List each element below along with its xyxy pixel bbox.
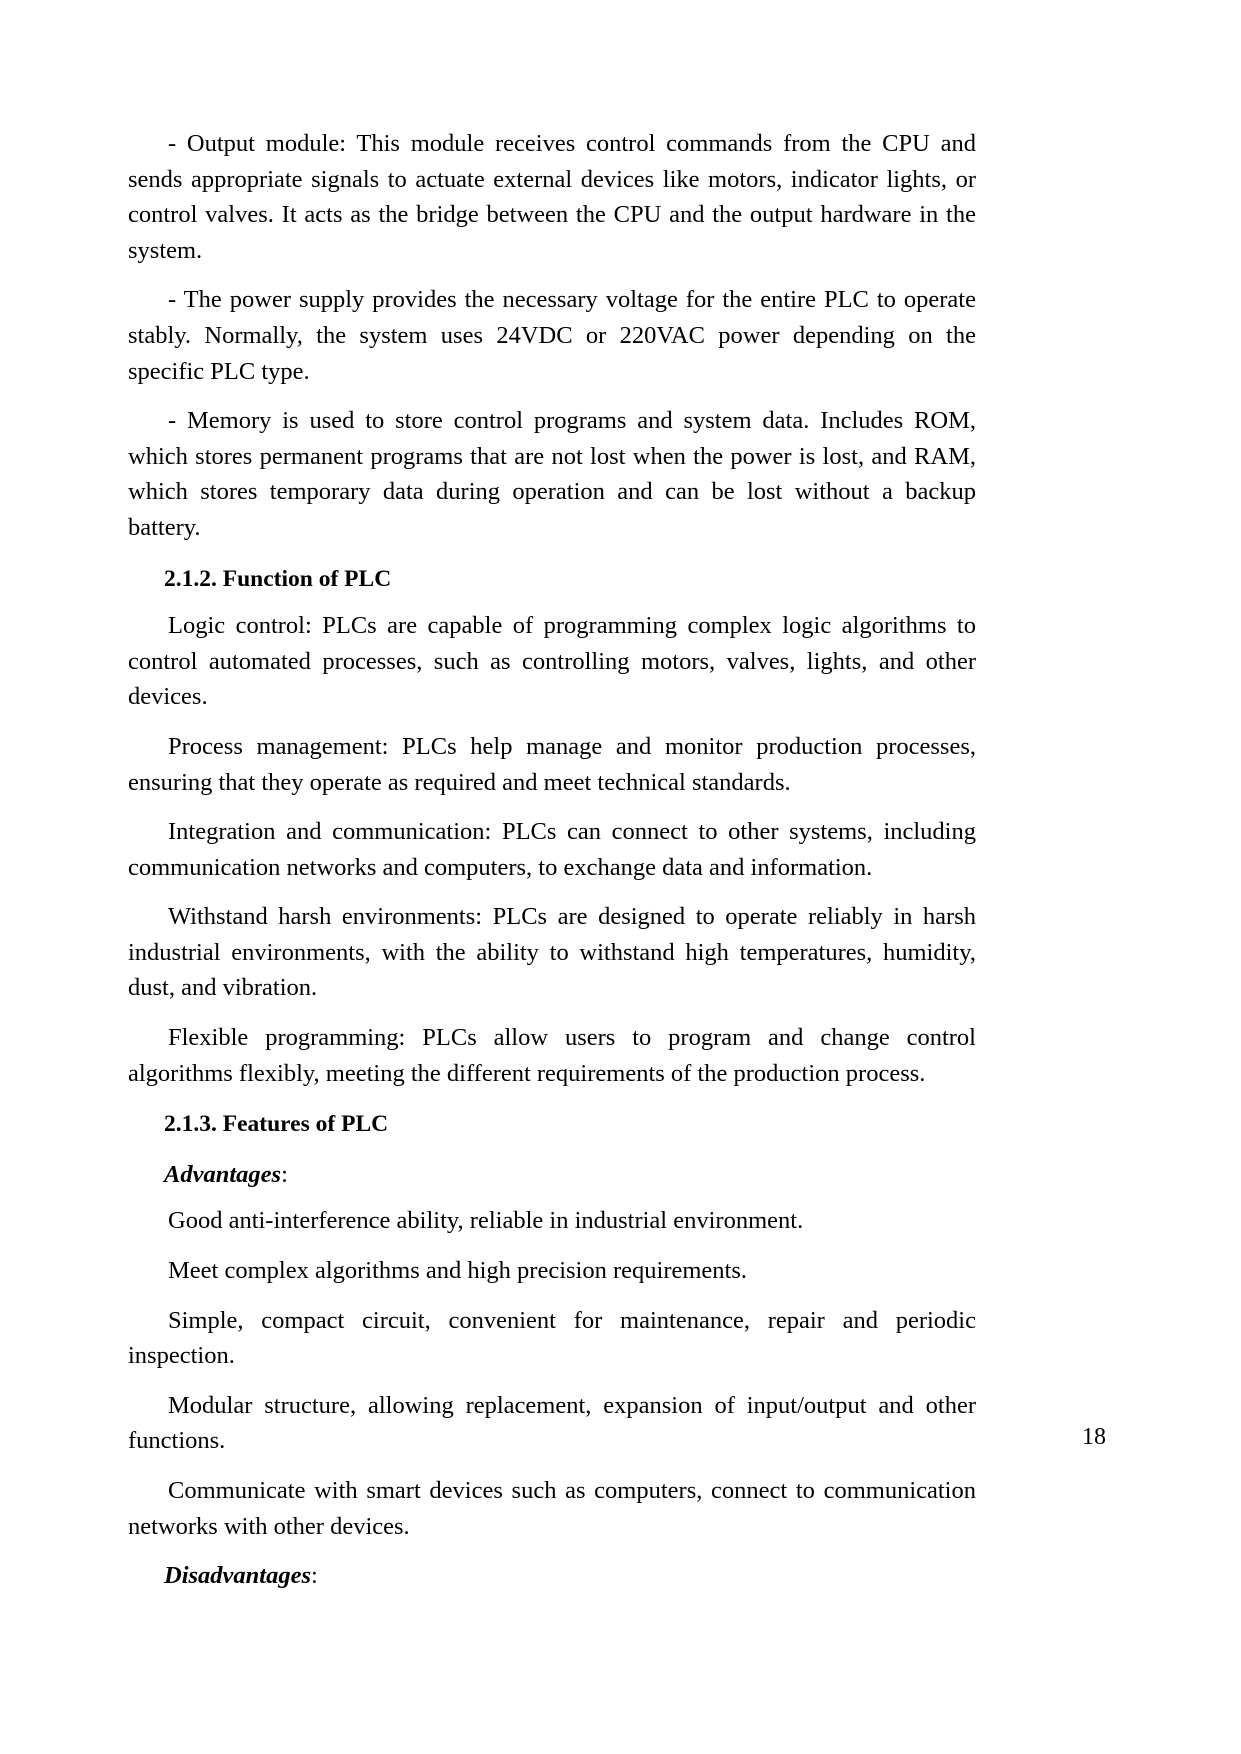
paragraph-memory: - Memory is used to store control programs and system data. Includes ROM, which stores permanent programs that are not lost when the power is lost, and RAM, which stores temporary data during operation and can be lost without a backup battery. (128, 407, 976, 541)
paragraph-advantage-5: Communicate with smart devices such as computers, connect to communication networks with other devices. (128, 1477, 976, 1540)
paragraph-advantage-3: Simple, compact circuit, convenient for maintenance, repair and periodic inspection. (128, 1306, 976, 1370)
paragraph-advantage-2: Meet complex algorithms and high precision requirements. (168, 1257, 748, 1285)
paragraph-advantage-4: Modular structure, allowing replacement, expansion of input/output and other functions. (128, 1391, 976, 1455)
label-disadvantages-suffix: : (311, 1562, 318, 1590)
label-advantages-text: Advantages (164, 1160, 282, 1188)
label-advantages-suffix: : (281, 1160, 288, 1188)
paragraph-advantage-1: Good anti-interference ability, reliable in industrial environment. (168, 1207, 804, 1235)
paragraph-integration-communication: Integration and communication: PLCs can connect to other systems, including communication networks and computers, to exchange data and information. (128, 818, 976, 881)
heading-features-of-plc: 2.1.3. Features of PLC (164, 1111, 389, 1138)
page-body-text (128, 126, 976, 1594)
paragraph-flexible-programming: Flexible programming: PLCs allow users to program and change control algorithms flexibly, meeting the different requirements of the production process. (128, 1024, 976, 1087)
paragraph-process-management: Process management: PLCs help manage and monitor production processes, ensuring that they operate as required and meet technical standards. (128, 732, 976, 796)
label-disadvantages (128, 1558, 976, 1594)
paragraph-power-supply: - The power supply provides the necessary voltage for the entire PLC to operate stably. Normally, the system uses 24VDC or 220VAC power depending on the specific PLC type. (128, 286, 976, 385)
label-disadvantages-text: Disadvantages (164, 1562, 311, 1590)
heading-function-of-plc: 2.1.2. Function of PLC (164, 565, 392, 592)
paragraph-harsh-environments: Withstand harsh environments: PLCs are designed to operate reliably in harsh industrial environments, with the ability to withstand high temperatures, humidity, dust, and vibration. (128, 903, 976, 1002)
label-advantages (128, 1157, 976, 1193)
paragraph-logic-control: Logic control: PLCs are capable of programming complex logic algorithms to control automated processes, such as controlling motors, valves, lights, and other devices. (128, 612, 976, 711)
page-number: 18 (1082, 1424, 1106, 1450)
paragraph-output-module: - Output module: This module receives control commands from the CPU and sends appropriate signals to actuate external devices like motors, indicator lights, or control valves. It acts as the bridge between the CPU and the output hardware in the system. (128, 130, 976, 264)
